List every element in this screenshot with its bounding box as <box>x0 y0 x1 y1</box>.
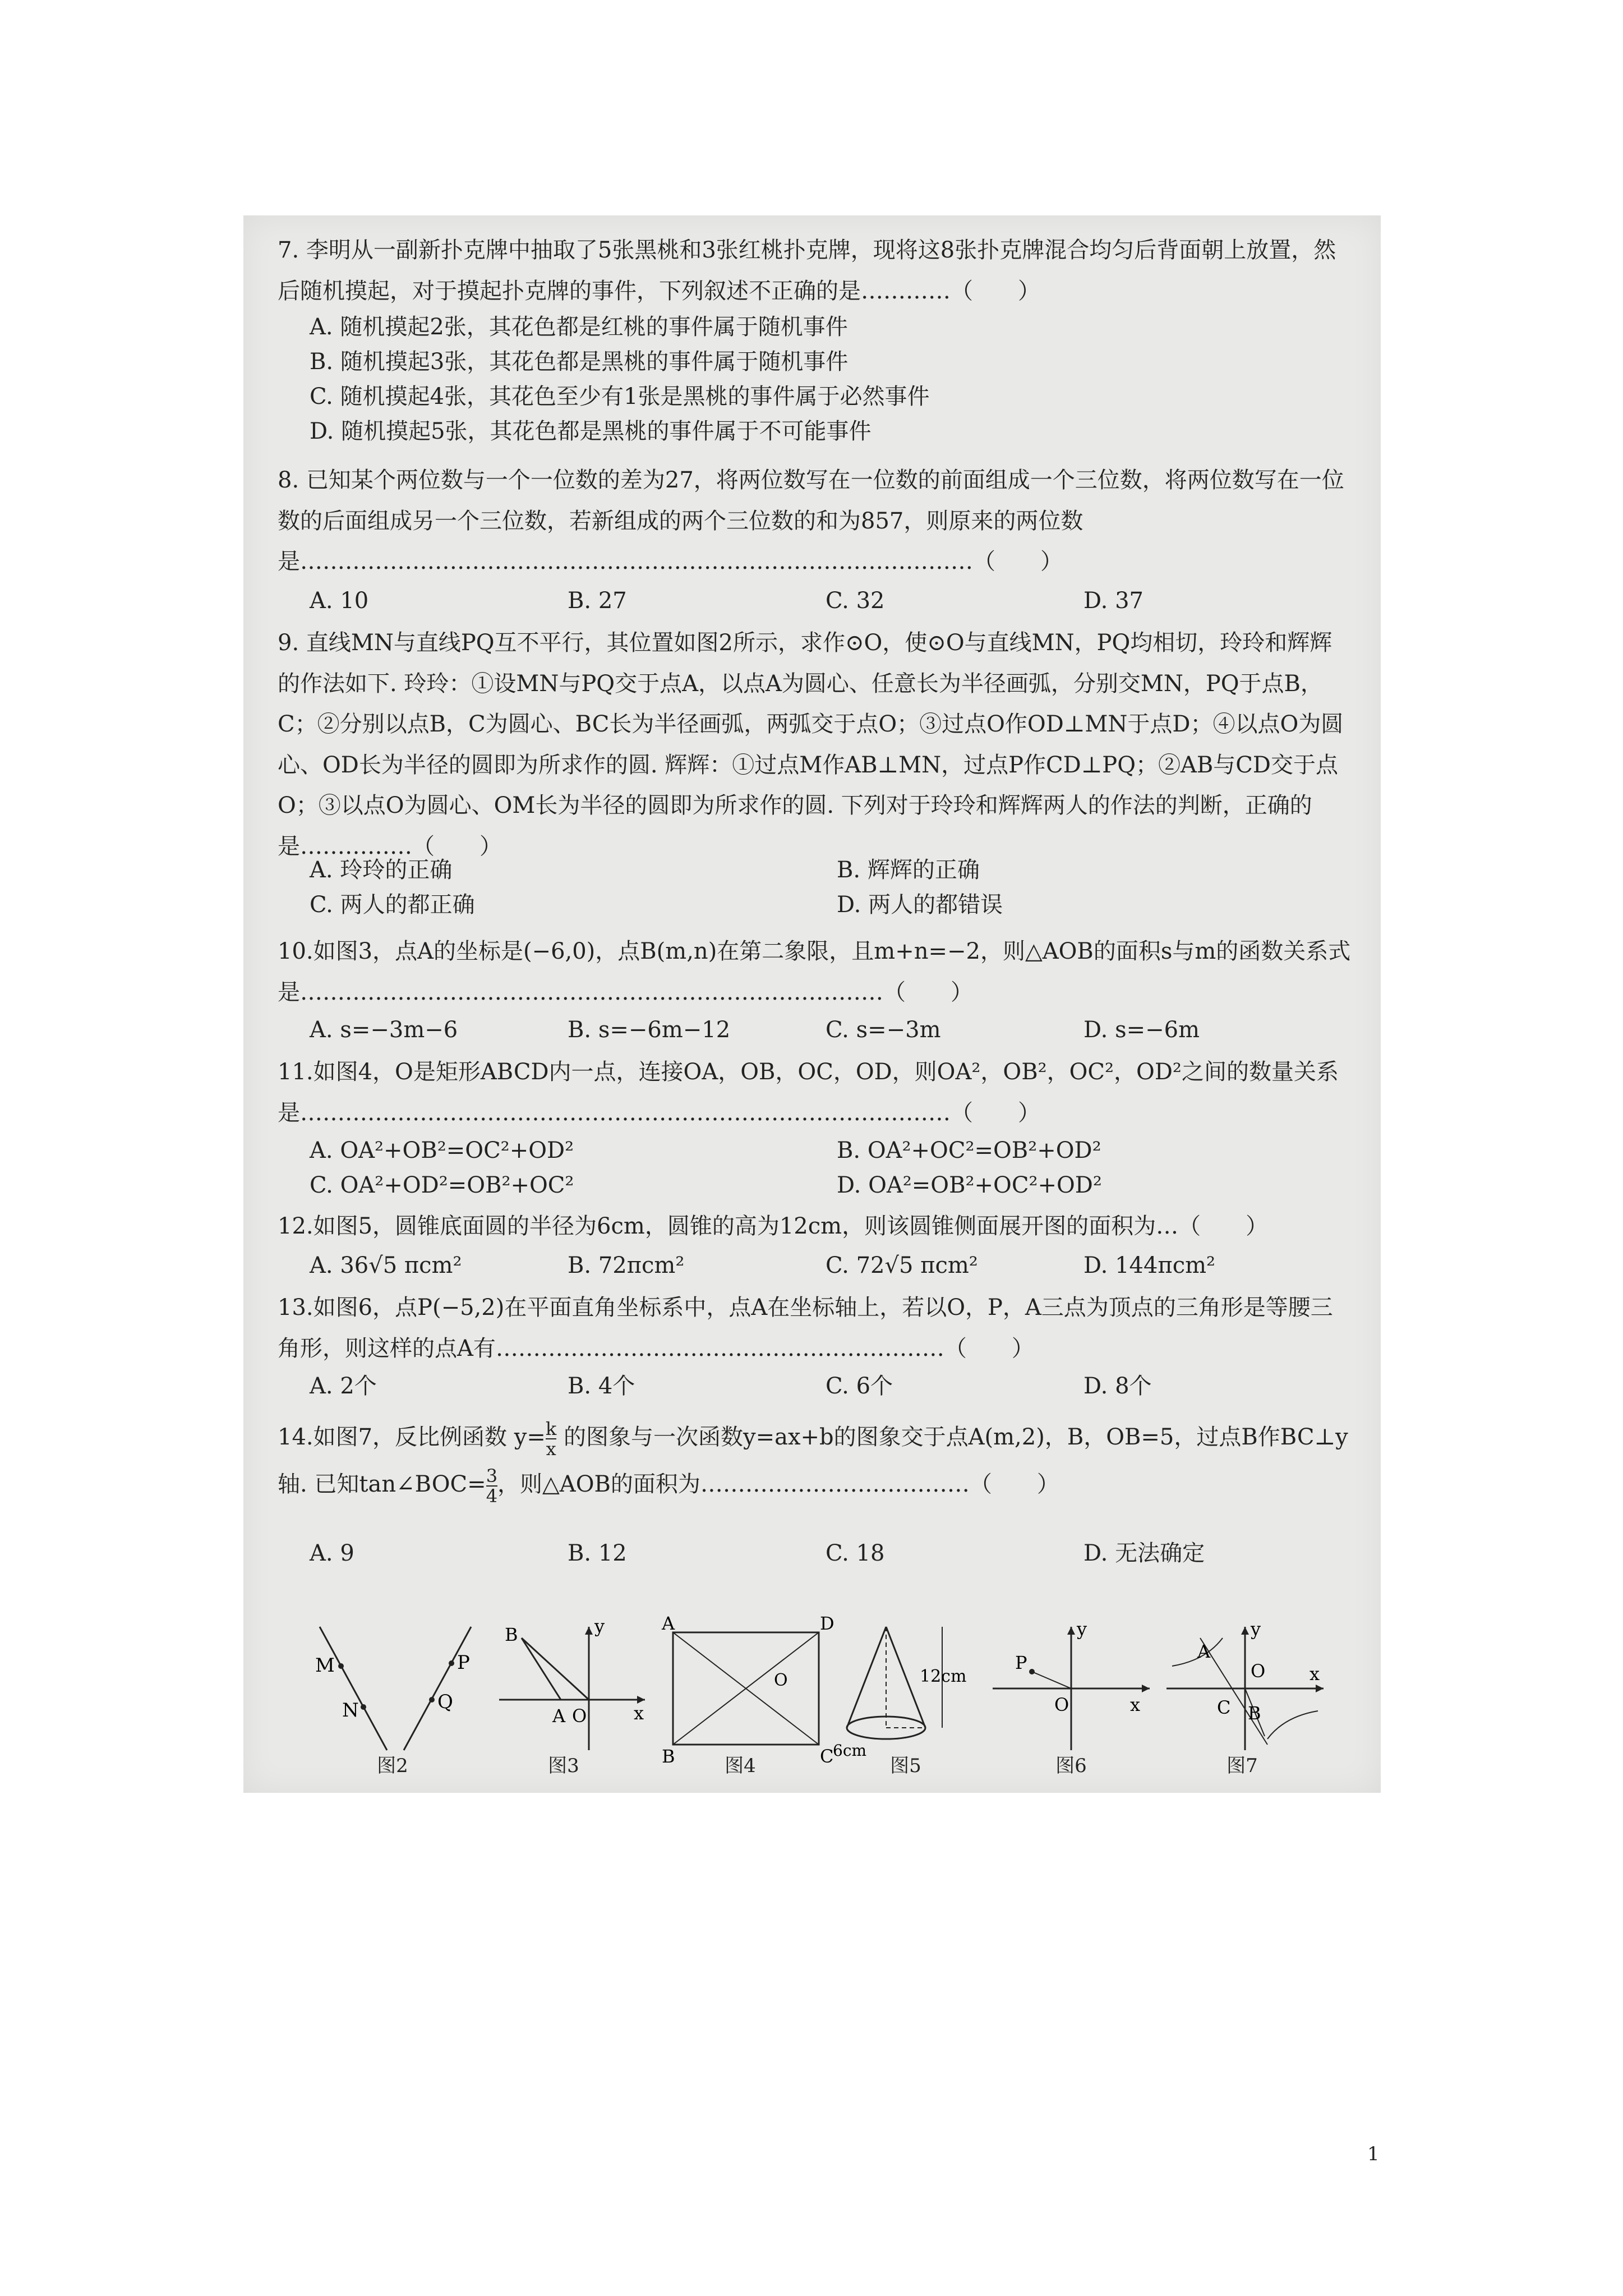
q14-option-b: B. 12 <box>568 1540 627 1566</box>
figure-3-diagram <box>477 1616 656 1761</box>
label-height: 12cm <box>920 1667 967 1686</box>
figure-7-diagram <box>1161 1616 1329 1761</box>
q13-option-c: C. 6个 <box>826 1373 893 1399</box>
question-14-options <box>310 1536 1364 1571</box>
label-n: N <box>342 1699 359 1722</box>
q14-text-1: 14.如图7，反比例函数 y= <box>278 1424 546 1450</box>
question-14-stem <box>278 1414 1354 1508</box>
label-radius: 6cm <box>833 1741 867 1760</box>
denominator: x <box>546 1438 556 1460</box>
question-13-options <box>310 1369 1364 1404</box>
q14-option-c: C. 18 <box>826 1540 885 1566</box>
q9-option-c: C. 两人的都正确 <box>310 892 475 918</box>
label-p: P <box>457 1651 470 1674</box>
label-y: y <box>1251 1618 1261 1640</box>
q12-option-c: C. 72√5 πcm² <box>826 1253 978 1278</box>
q10-option-b: B. s=−6m−12 <box>568 1017 731 1043</box>
q8-option-c: C. 32 <box>826 588 885 614</box>
q7-option-a: A. 随机摸起2张，其花色都是红桃的事件属于随机事件 <box>310 314 848 340</box>
question-9-options <box>310 853 1364 922</box>
question-13-stem: 13.如图6，点P(−5,2)在平面直角坐标系中，点A在坐标轴上，若以O，P，A三点为顶点的三角形是等腰三角形，则这样的点A有……………………………………………………（ ） <box>278 1295 1333 1361</box>
q8-option-d: D. 37 <box>1083 588 1144 614</box>
q14-text-2: 的图象与一次函数y=ax+b的图象交于点A(m,2)，B，OB=5，过点B作BC⊥y轴. 已知tan∠BOC= <box>278 1424 1348 1497</box>
label-a: A <box>662 1613 675 1634</box>
q10-option-d: D. s=−6m <box>1083 1017 1200 1043</box>
label-b: B <box>505 1624 518 1645</box>
q12-option-a: A. 36√5 πcm² <box>310 1253 462 1278</box>
q9-option-a: A. 玲玲的正确 <box>310 857 453 883</box>
label-d: D <box>820 1613 834 1634</box>
q9-option-b: B. 辉辉的正确 <box>837 857 980 883</box>
q14-option-a: A. 9 <box>310 1540 354 1566</box>
denominator: 4 <box>486 1485 498 1507</box>
q10-option-a: A. s=−3m−6 <box>310 1017 458 1043</box>
question-11-options <box>310 1133 1364 1203</box>
q12-option-d: D. 144πcm² <box>1083 1253 1216 1278</box>
question-12-stem: 12.如图5，圆锥底面圆的半径为6cm，圆锥的高为12cm，则该圆锥侧面展开图的面积为…（ ） <box>278 1213 1269 1239</box>
label-x: x <box>1310 1663 1320 1685</box>
label-x: x <box>1130 1694 1141 1715</box>
figure-5-diagram <box>830 1616 981 1761</box>
q7-option-d: D. 随机摸起5张，其花色都是黑桃的事件属于不可能事件 <box>310 418 872 444</box>
q8-option-a: A. 10 <box>310 588 369 614</box>
figure-6-diagram <box>987 1616 1155 1761</box>
q7-option-b: B. 随机摸起3张，其花色都是黑桃的事件属于随机事件 <box>310 349 849 375</box>
fraction-3-over-4 <box>486 1466 497 1506</box>
label-b: B <box>1248 1703 1261 1724</box>
figure-6 <box>987 1616 1155 1764</box>
figure-3 <box>477 1616 656 1764</box>
q7-option-c: C. 随机摸起4张，其花色至少有1张是黑桃的事件属于必然事件 <box>310 384 930 409</box>
figure-3-caption: 图3 <box>548 1755 579 1777</box>
label-q: Q <box>437 1691 453 1713</box>
q14-option-d: D. 无法确定 <box>1083 1540 1205 1566</box>
label-o: O <box>1251 1660 1266 1682</box>
figure-7-caption: 图7 <box>1227 1755 1258 1777</box>
q11-option-c: C. OA²+OD²=OB²+OC² <box>310 1172 574 1198</box>
figure-2-caption: 图2 <box>377 1755 408 1777</box>
question-8-options <box>310 583 1364 618</box>
q13-option-d: D. 8个 <box>1083 1373 1152 1399</box>
label-c: C <box>1217 1697 1231 1718</box>
label-o: O <box>774 1671 788 1690</box>
label-a: A <box>1197 1641 1211 1662</box>
label-x: x <box>634 1703 644 1724</box>
q11-option-d: D. OA²=OB²+OC²+OD² <box>837 1172 1102 1198</box>
label-a: A <box>552 1705 566 1727</box>
figure-2 <box>303 1616 488 1764</box>
q13-option-a: A. 2个 <box>310 1373 377 1399</box>
q11-option-b: B. OA²+OC²=OB²+OD² <box>837 1138 1101 1163</box>
figure-7 <box>1161 1616 1329 1764</box>
label-o: O <box>1054 1694 1069 1715</box>
figure-2-diagram <box>303 1616 488 1761</box>
label-y: y <box>594 1616 605 1637</box>
label-y: y <box>1077 1618 1087 1640</box>
question-10-options <box>310 1013 1364 1047</box>
question-11-stem: 11.如图4，O是矩形ABCD内一点，连接OA，OB，OC，OD，则OA²，OB²，OC²，OD²之间的数量关系是……………………………………………………………………………（ ） <box>278 1059 1339 1126</box>
page-number: 1 <box>1367 2143 1380 2165</box>
question-8-stem: 8. 已知某个两位数与一个一位数的差为27，将两位数写在一位数的前面组成一个三位数，将两位数写在一位数的后面组成另一个三位数，若新组成的两个三位数的和为857，则原来的两位数是………………………………………………………………………………（ ） <box>278 467 1344 574</box>
label-p: P <box>1015 1652 1027 1673</box>
figure-6-caption: 图6 <box>1055 1755 1087 1777</box>
q11-option-a: A. OA²+OB²=OC²+OD² <box>310 1138 574 1163</box>
question-12-options <box>310 1248 1364 1283</box>
fraction-k-over-x <box>546 1419 556 1458</box>
figure-5 <box>830 1616 981 1764</box>
q12-option-b: B. 72πcm² <box>568 1253 685 1278</box>
question-7-options <box>310 310 1364 449</box>
label-c: C <box>820 1746 834 1767</box>
question-9-stem: 9. 直线MN与直线PQ互不平行，其位置如图2所示，求作⊙O，使⊙O与直线MN，PQ均相切，玲玲和辉辉的作法如下. 玲玲：①设MN与PQ交于点A，以点A为圆心、任意长为半径画弧，分别交MN，PQ于点B，C；②分别以点B，C为圆心、BC长为半径画弧，两弧交于点O；③过点O作OD⊥MN于点D；④以点O为圆心、OD长为半径的圆即为所求作的圆. 辉辉：①过点M作AB⊥MN，过点P作CD⊥PQ；②AB与CD交于点O；③以点O为圆心、OM长为半径的圆即为所求作的圆. 下列对于玲玲和辉辉两人的作法的判断，正确的是……………（ ） <box>278 630 1344 859</box>
figure-5-caption: 图5 <box>890 1755 921 1777</box>
q9-option-d: D. 两人的都错误 <box>837 892 1003 918</box>
numerator: 3 <box>486 1465 498 1487</box>
q10-option-c: C. s=−3m <box>826 1017 941 1043</box>
question-10-stem: 10.如图3，点A的坐标是(−6,0)，点B(m,n)在第二象限，且m+n=−2，则△AOB的面积s与m的函数关系式是……………………………………………………………………（ ） <box>278 938 1351 1005</box>
question-7-stem: 7. 李明从一副新扑克牌中抽取了5张黑桃和3张红桃扑克牌，现将这8张扑克牌混合均匀后背面朝上放置，然后随机摸起，对于摸起扑克牌的事件，下列叙述不正确的是…………（ ） <box>278 237 1336 304</box>
label-o: O <box>572 1705 587 1727</box>
label-b: B <box>662 1746 675 1767</box>
label-m: M <box>315 1654 335 1677</box>
q8-option-b: B. 27 <box>568 588 627 614</box>
numerator: k <box>545 1418 557 1439</box>
q14-text-3: ，则△AOB的面积为………………………………（ ） <box>497 1471 1059 1497</box>
figure-4-caption: 图4 <box>725 1755 756 1777</box>
q13-option-b: B. 4个 <box>568 1373 635 1399</box>
